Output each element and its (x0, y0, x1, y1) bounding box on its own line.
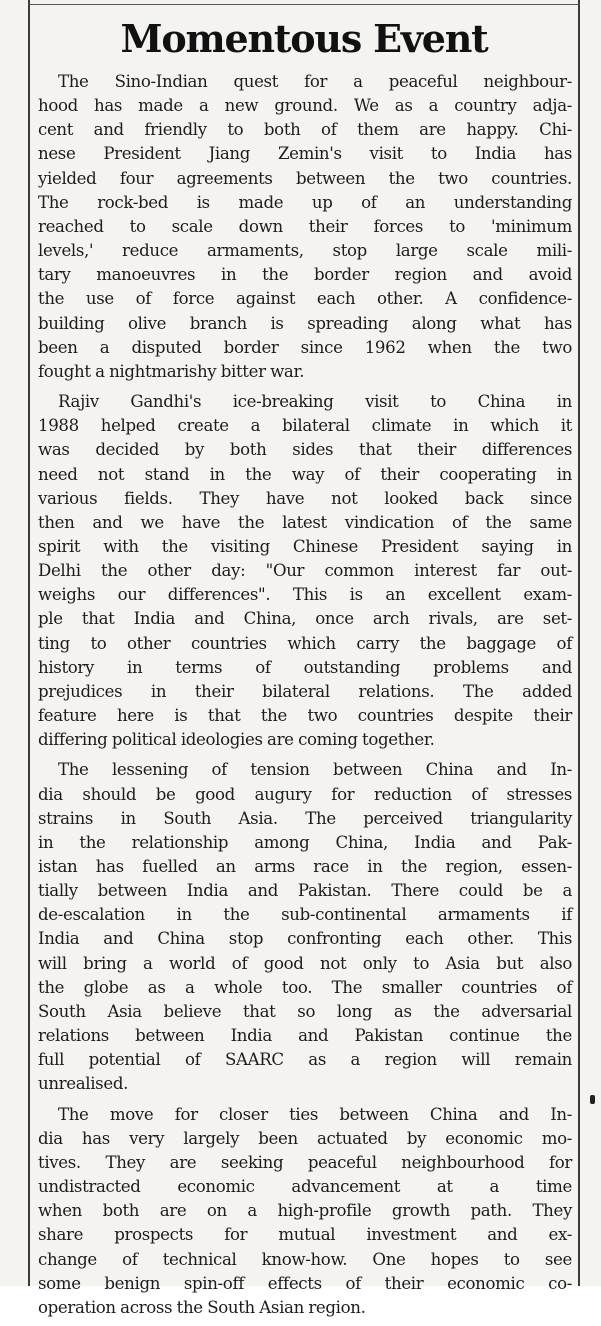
paragraph-line: tives. They are seeking peaceful neighbourhood for (38, 1152, 572, 1172)
paragraph-line: ting to other countries which carry the baggage of (38, 633, 572, 653)
column-rule-left (28, 0, 30, 1286)
paragraph-line: spirit with the visiting Chinese President saying in (38, 536, 572, 556)
paragraph-line: building olive branch is spreading along what has (38, 313, 572, 333)
paragraph-line: operation across the South Asian region. (38, 1297, 366, 1317)
paragraph-line: will bring a world of good not only to Asia but also (38, 953, 572, 973)
article-body (38, 70, 572, 1326)
paragraph-line: Rajiv Gandhi's ice-breaking visit to China in (58, 392, 572, 412)
paragraph-line: been a disputed border since 1962 when the two (38, 337, 572, 357)
paragraph-line: The Sino-Indian quest for a peaceful neighbour- (58, 72, 572, 91)
paragraph-line: ple that India and China, once arch rivals, are set- (38, 609, 572, 629)
paragraph-line: nese President Jiang Zemin's visit to India has (38, 144, 572, 164)
paragraph-line: various fields. They have not looked back since (38, 488, 572, 508)
paragraph-line: reached to scale down their forces to 'minimum (38, 216, 572, 236)
paragraph-line: dia has very largely been actuated by economic mo- (38, 1128, 572, 1148)
paragraph-line: istan has fuelled an arms race in the region, essen- (38, 857, 572, 876)
article-paragraph (38, 390, 572, 752)
paragraph-line: cent and friendly to both of them are happy. Chi- (38, 120, 572, 140)
paragraph-line: strains in South Asia. The perceived triangularity (38, 808, 572, 828)
paragraph-line: then and we have the latest vindication of the same (38, 512, 572, 532)
paragraph-line: 1988 helped create a bilateral climate in which it (38, 416, 572, 436)
paragraph-line: differing political ideologies are coming together. (38, 730, 435, 750)
paragraph-line: de-escalation in the sub-continental armaments if (38, 905, 572, 925)
column-rule-top (28, 4, 580, 5)
paragraph-line: history in terms of outstanding problems and (38, 657, 572, 677)
paragraph-line: The move for closer ties between China and In- (58, 1104, 572, 1124)
paragraph-line: feature here is that the two countries despite their (38, 706, 572, 726)
paragraph-line: full potential of SAARC as a region will remain (38, 1050, 572, 1070)
article-paragraph (38, 1103, 572, 1320)
paragraph-line: need not stand in the way of their cooperating in (38, 464, 572, 484)
paragraph-line: fought a nightmarishy bitter war. (38, 361, 305, 381)
paragraph-line: the use of force against each other. A confidence- (38, 289, 572, 309)
paragraph-line: undistracted economic advancement at a time (38, 1177, 572, 1197)
paragraph-line: in the relationship among China, India and Pak- (38, 832, 572, 852)
paragraph-line: The lessening of tension between China and In- (58, 760, 572, 780)
paragraph-line: the globe as a whole too. The smaller countries of (38, 977, 572, 997)
paragraph-line: levels,' reduce armaments, stop large scale mili- (38, 241, 572, 261)
paragraph-line: India and China stop confronting each other. This (38, 929, 572, 949)
article-paragraph (38, 758, 572, 1096)
paragraph-line: tially between India and Pakistan. There could be a (38, 881, 572, 901)
column-rule-right (578, 0, 580, 1286)
paragraph-line: hood has made a new ground. We as a country adja- (38, 96, 572, 116)
paragraph-line: prejudices in their bilateral relations. The added (38, 681, 572, 701)
paragraph-line: The rock-bed is made up of an understanding (38, 192, 572, 212)
edge-mark (590, 1095, 595, 1104)
paragraph-line: share prospects for mutual investment and ex- (38, 1225, 572, 1245)
paragraph-line: Delhi the other day: "Our common interest far out- (38, 561, 572, 581)
article-headline: Momentous Event (120, 16, 488, 61)
article-paragraph (38, 70, 572, 384)
paragraph-line: tary manoeuvres in the border region and avoid (38, 265, 572, 285)
paragraph-line: relations between India and Pakistan continue the (38, 1026, 572, 1046)
paragraph-line: dia should be good augury for reduction of stresses (38, 784, 572, 804)
paragraph-line: yielded four agreements between the two countries. (38, 168, 572, 188)
paragraph-line: was decided by both sides that their differences (38, 440, 572, 460)
paragraph-line: unrealised. (38, 1074, 129, 1094)
paragraph-line: when both are on a high-profile growth path. They (38, 1201, 572, 1221)
paragraph-line: some benign spin-off effects of their economic co- (38, 1273, 572, 1293)
paragraph-line: change of technical know-how. One hopes to see (38, 1249, 572, 1269)
paragraph-line: South Asia believe that so long as the adversarial (38, 1001, 572, 1021)
paragraph-line: weighs our differences". This is an excellent exam- (38, 585, 572, 605)
